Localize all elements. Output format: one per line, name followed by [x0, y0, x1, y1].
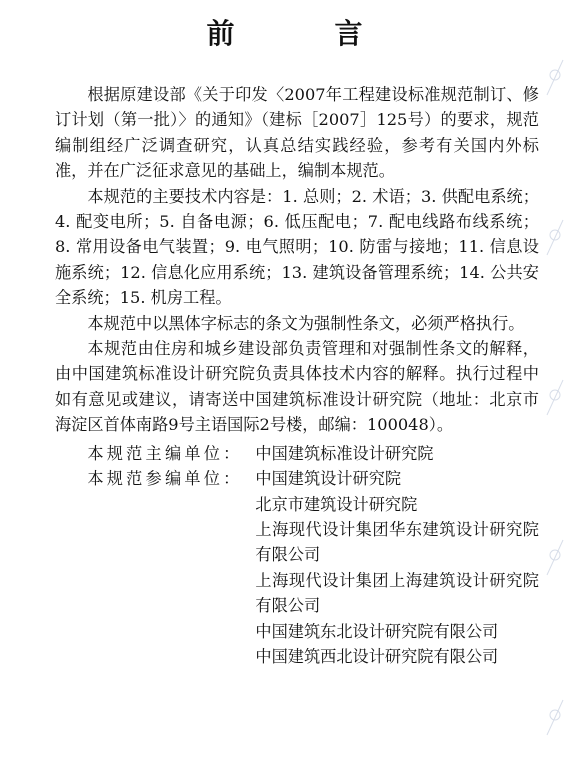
paragraph-mandatory: 本规范中以黑体字标志的条文为强制性条文，必须严格执行。 [87, 313, 525, 333]
participants-row [55, 466, 539, 669]
participant-unit: 中国建筑设计研究院 [255, 469, 402, 489]
participant-unit: 上海现代设计集团华东建筑设计研究院有限公司 [255, 519, 539, 565]
paragraph-management: 本规范由住房和城乡建设部负责管理和对强制性条文的解释，由中国建筑标准设计研究院负责具体技术内容的解释。执行过程中如有意见或建议，请寄送中国建筑标准设计研究院（地址：北京市海淀区首体南路9号主语国际2号楼，邮编：100048）。 [55, 339, 539, 435]
preface-body [55, 82, 539, 669]
participants-label: 本规范参编单位： [87, 469, 243, 489]
participant-unit: 中国建筑西北设计研究院有限公司 [255, 646, 499, 666]
chief-editor-row [55, 441, 539, 466]
paragraph-contents: 本规范的主要技术内容是：1. 总则；2. 术语；3. 供配电系统；4. 配变电所；5. 自备电源；6. 低压配电；7. 配电线路布线系统；8. 常用设备电气装置；9. 电气照明；10. 防雷与接地；11. 信息设施系统；12. 信息化应用系统；13. 建筑设备管理系统；14. 公共安全系统；15. 机房工程。 [55, 186, 539, 308]
paragraph-basis: 根据原建设部《关于印发〈2007年工程建设标准规范制订、修订计划（第一批）〉的通知》（建标［2007］125号）的要求，规范编制组经广泛调查研究，认真总结实践经验，参考有关国内外标准，并在广泛征求意见的基础上，编制本规范。 [55, 85, 539, 181]
participant-unit: 上海现代设计集团上海建筑设计研究院有限公司 [255, 570, 539, 616]
chief-editor-unit: 中国建筑标准设计研究院 [255, 443, 434, 463]
participants-list [255, 466, 539, 669]
chief-editor-list [255, 441, 539, 466]
participant-unit: 北京市建筑设计研究院 [255, 494, 418, 514]
page-title: 前 言 [206, 17, 399, 50]
participant-unit: 中国建筑东北设计研究院有限公司 [255, 621, 499, 641]
chief-editor-label: 本规范主编单位： [87, 443, 243, 463]
